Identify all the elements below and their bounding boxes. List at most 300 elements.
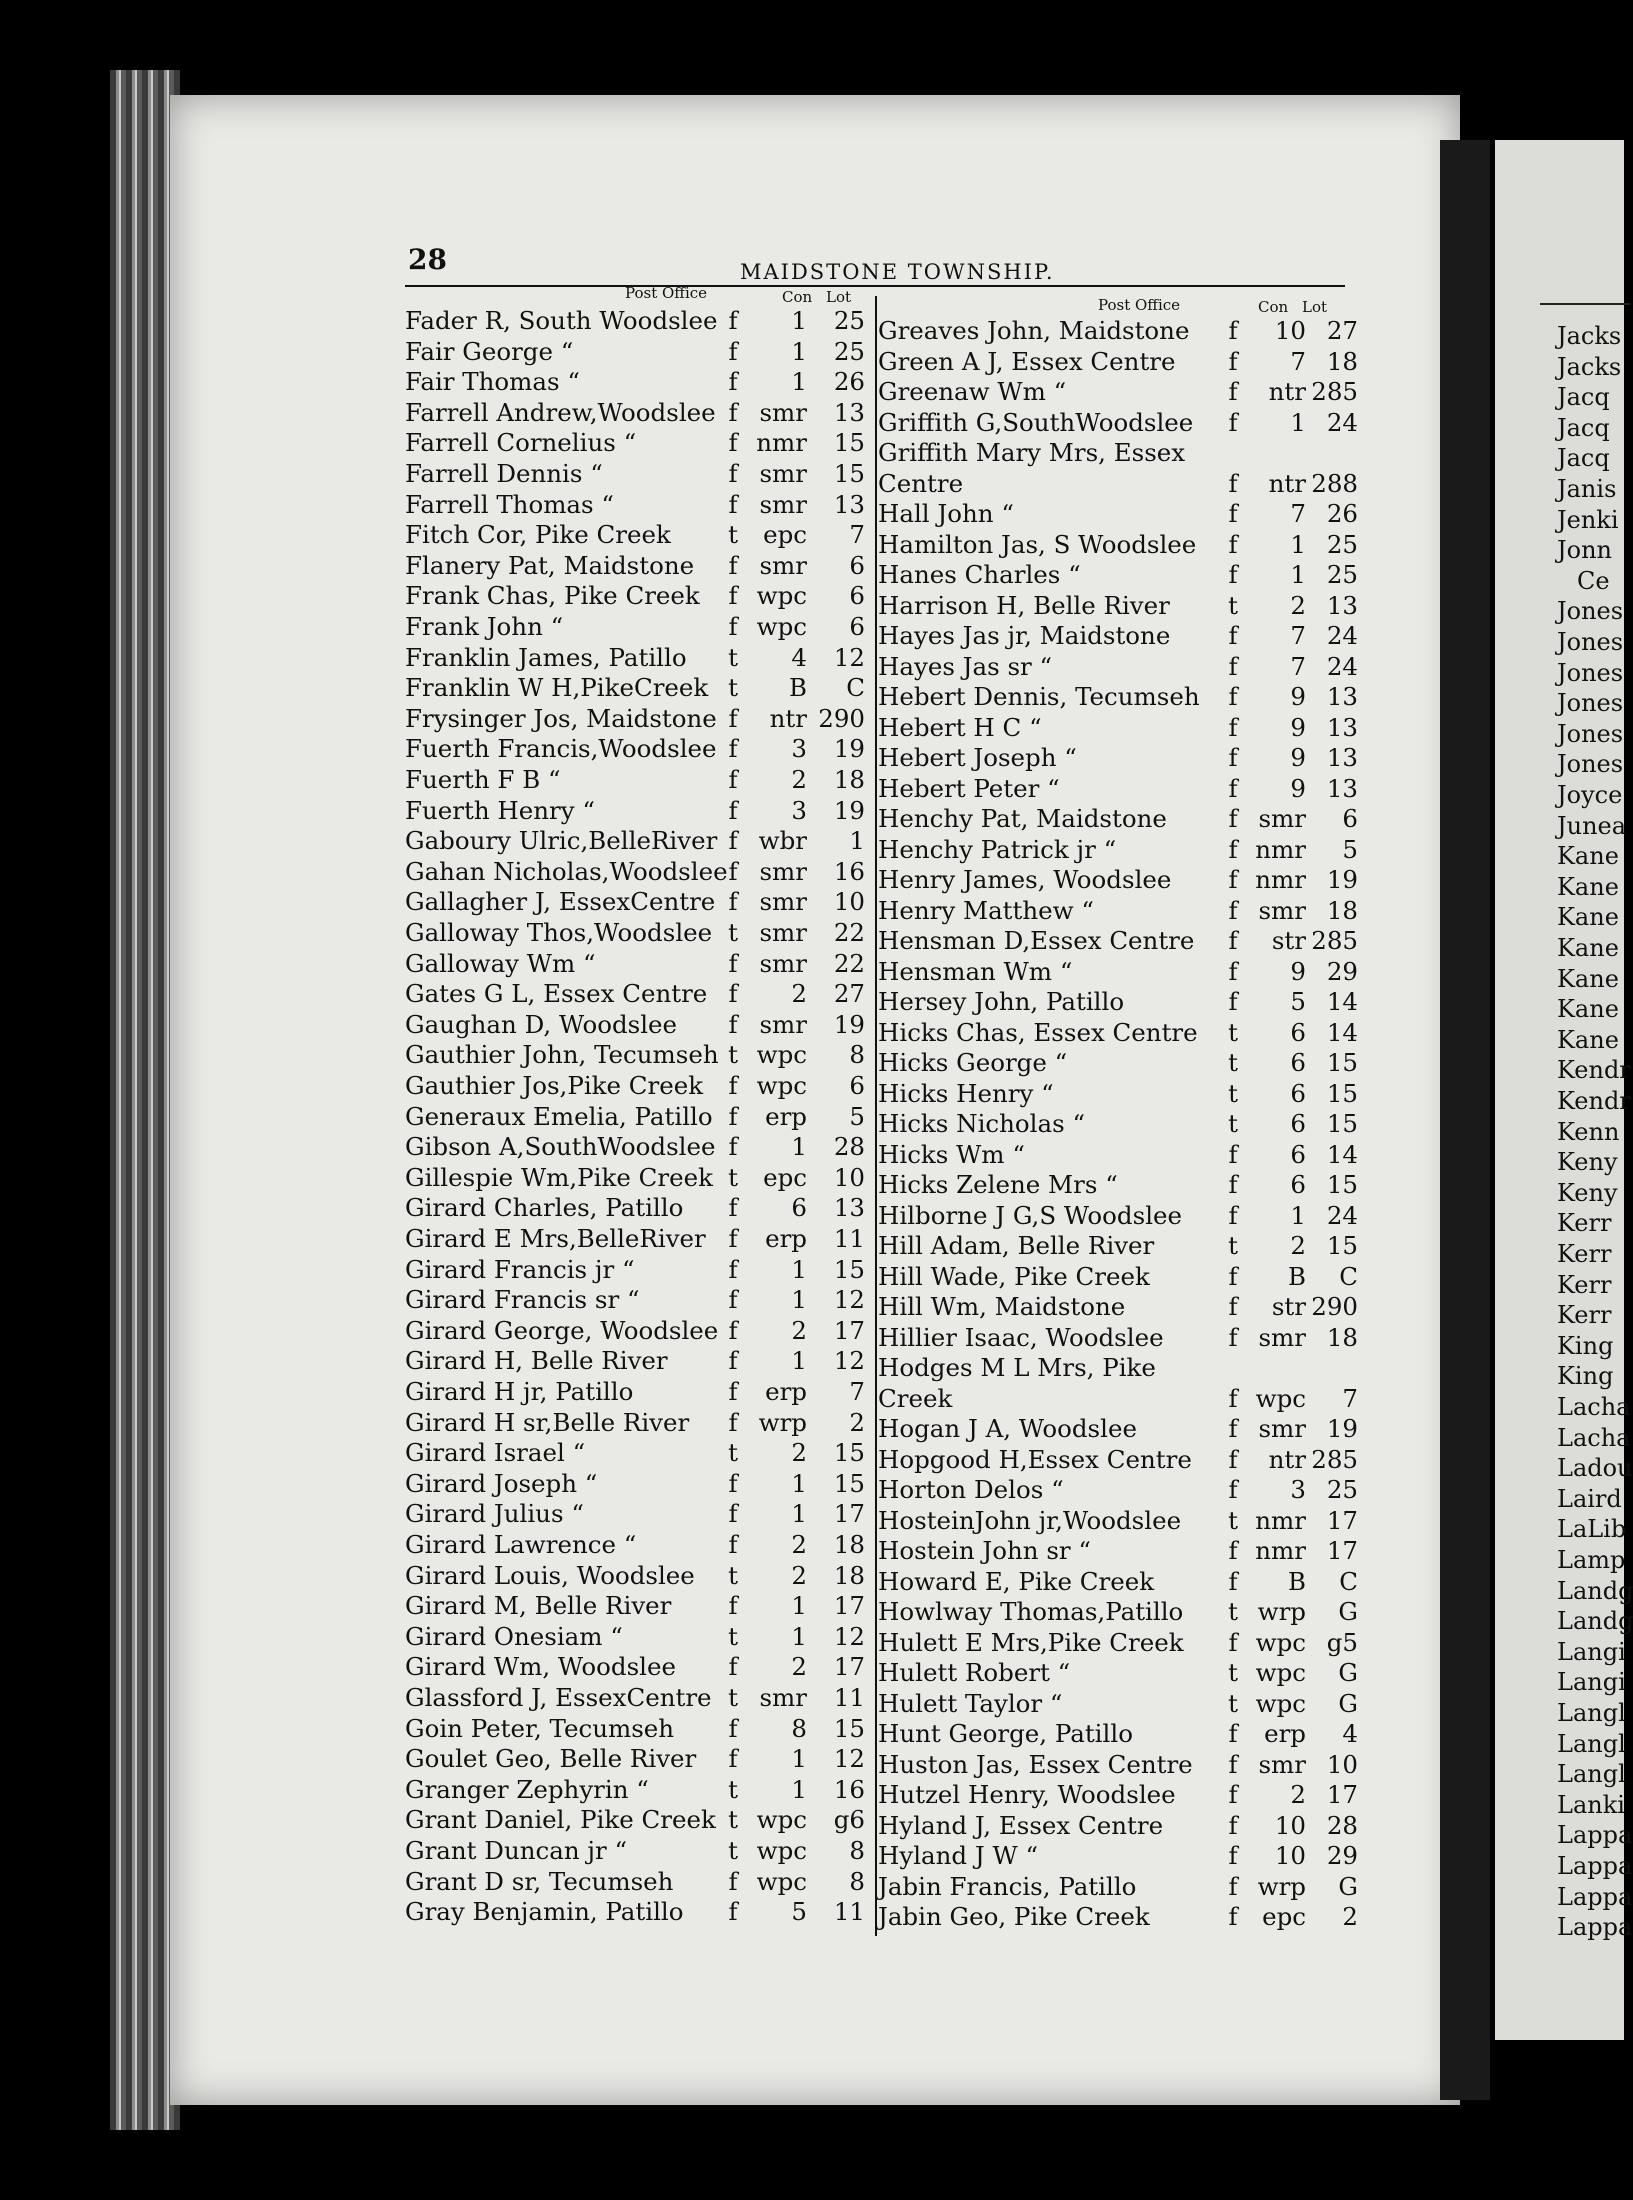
entry-post-type: f <box>1228 773 1238 803</box>
entry-name: Hensman Wm “ <box>878 956 1073 986</box>
entry-lot: C <box>1339 1566 1358 1596</box>
entry-post-type: t <box>728 520 738 550</box>
entry-post-type: t <box>728 1836 738 1865</box>
entry-lot: 285 <box>1311 926 1358 955</box>
entry-concession: epc <box>763 520 807 550</box>
entry-lot: 19 <box>1326 865 1358 894</box>
entry-lot: C <box>1339 1261 1358 1291</box>
entry-lot: 5 <box>1342 834 1358 864</box>
entry-name: Greaves John, Maidstone <box>878 316 1190 345</box>
facing-page-text: Ladou <box>1557 1454 1633 1483</box>
entry-post-type: f <box>1228 560 1238 589</box>
directory-entry <box>878 1658 1358 1688</box>
facing-page-text: Kane <box>1557 903 1619 932</box>
entry-name: Creek <box>878 1383 953 1413</box>
entry-post-type: f <box>1228 316 1238 345</box>
entry-lot: 11 <box>833 1897 865 1927</box>
entry-name: Howlway Thomas,Patillo <box>878 1597 1184 1626</box>
facing-page-text: Kendr <box>1557 1087 1631 1115</box>
entry-post-type: f <box>1228 407 1238 437</box>
entry-concession: nmr <box>1255 1505 1306 1535</box>
directory-entry <box>405 551 865 581</box>
directory-entry <box>405 1071 865 1101</box>
entry-lot: 19 <box>833 734 865 764</box>
entry-lot: 8 <box>849 1866 865 1896</box>
entry-lot: 18 <box>1326 1322 1358 1352</box>
entry-post-type: f <box>728 948 738 978</box>
entry-lot: 12 <box>833 1621 865 1651</box>
entry-post-type: f <box>728 1713 738 1743</box>
directory-entry <box>878 1780 1358 1810</box>
entry-name: Girard Onesiam “ <box>405 1621 623 1651</box>
directory-entry <box>878 957 1358 987</box>
entry-concession: ntr <box>769 703 807 733</box>
entry-concession: smr <box>759 948 807 978</box>
entry-name: Grant Daniel, Pike Creek <box>405 1805 716 1835</box>
facing-page-text: Langi <box>1557 1637 1626 1666</box>
directory-entry <box>405 1040 865 1070</box>
entry-concession: 7 <box>1290 499 1306 528</box>
entry-lot: 25 <box>1326 529 1358 559</box>
directory-entry <box>405 1010 865 1040</box>
entry-lot: 18 <box>1326 895 1358 925</box>
entry-concession: str <box>1271 926 1306 955</box>
directory-entry <box>878 1750 1358 1780</box>
entry-lot: 285 <box>1311 1444 1358 1474</box>
entry-post-type: f <box>728 734 738 764</box>
entry-lot: 25 <box>1326 1475 1358 1504</box>
entry-concession: nmr <box>756 428 807 458</box>
entry-name: Griffith Mary Mrs, Essex <box>878 438 1186 467</box>
entry-name: Flanery Pat, Maidstone <box>405 550 695 580</box>
entry-concession: wpc <box>756 1866 807 1896</box>
facing-page-text: LaLib <box>1557 1515 1627 1544</box>
directory-entry <box>878 774 1358 804</box>
directory-entry <box>878 926 1358 956</box>
facing-page-text: Langl <box>1557 1760 1626 1789</box>
entry-name: Hostein John sr “ <box>878 1536 1091 1565</box>
entry-concession: 2 <box>1290 590 1306 620</box>
entry-lot: 16 <box>833 1774 865 1804</box>
directory-entry <box>405 1805 865 1835</box>
entry-concession: epc <box>763 1162 807 1192</box>
directory-entry <box>405 1775 865 1805</box>
entry-lot: 8 <box>849 1040 865 1070</box>
entry-name: Jabin Geo, Pike Creek <box>878 1902 1150 1931</box>
directory-entry <box>405 1408 865 1438</box>
entry-name: Farrell Dennis “ <box>405 459 603 488</box>
directory-entry <box>405 398 865 428</box>
entry-concession: 10 <box>1274 1810 1306 1840</box>
entry-concession: 9 <box>1290 743 1306 772</box>
entry-concession: erp <box>765 1377 807 1406</box>
facing-page-text: Lappa <box>1557 1913 1633 1942</box>
facing-page-text: Keny <box>1557 1178 1618 1207</box>
entry-lot: 26 <box>1326 499 1358 528</box>
facing-page-text: Jacks <box>1557 352 1622 381</box>
entry-name: Frysinger Jos, Maidstone <box>405 703 717 733</box>
entry-lot: 15 <box>1326 1048 1358 1077</box>
entry-post-type: t <box>1228 1017 1238 1047</box>
facing-page-text: Lamp <box>1557 1546 1626 1574</box>
facing-page-rule <box>1540 303 1630 305</box>
entry-name: Galloway Thos,Woodslee <box>405 918 713 947</box>
directory-entry <box>878 377 1358 407</box>
facing-page-text: Kerr <box>1557 1270 1612 1299</box>
entry-concession: 8 <box>791 1713 807 1743</box>
entry-concession: 2 <box>791 1438 807 1468</box>
entry-post-type: f <box>728 1285 738 1315</box>
entry-concession: 6 <box>1290 1078 1306 1108</box>
directory-entry <box>878 1872 1358 1902</box>
facing-page-text: Kerr <box>1557 1301 1612 1330</box>
entry-post-type: f <box>728 1254 738 1284</box>
entry-post-type: f <box>728 1315 738 1345</box>
entry-post-type: t <box>728 1774 738 1804</box>
directory-entry <box>405 765 865 795</box>
entry-post-type: f <box>728 306 738 335</box>
entry-concession: smr <box>1258 1749 1306 1779</box>
entry-lot: 12 <box>833 642 865 672</box>
entry-post-type: f <box>728 703 738 733</box>
entry-lot: 17 <box>1326 1780 1358 1809</box>
directory-entry <box>405 1255 865 1285</box>
entry-post-type: f <box>1228 1902 1238 1931</box>
facing-page-text: Landg <box>1557 1607 1633 1636</box>
entry-lot: 13 <box>1326 712 1358 742</box>
directory-entry <box>878 1018 1358 1048</box>
entry-post-type: f <box>1228 377 1238 406</box>
entry-name: Gates G L, Essex Centre <box>405 979 708 1009</box>
entry-lot: 14 <box>1326 987 1358 1016</box>
facing-page-text: Jones <box>1557 689 1624 718</box>
directory-entry <box>405 1714 865 1744</box>
entry-name: Fader R, South Woodslee <box>405 306 718 335</box>
entry-post-type: f <box>1228 1719 1238 1748</box>
entry-name: Gibson A,SouthWoodslee <box>405 1132 716 1162</box>
directory-entry <box>405 1346 865 1376</box>
entry-post-type: f <box>728 856 738 886</box>
entry-post-type: f <box>728 1132 738 1162</box>
entry-lot: 24 <box>1326 407 1358 437</box>
directory-entry <box>405 1224 865 1254</box>
entry-post-type: f <box>1228 1871 1238 1901</box>
entry-name: Girard H jr, Patillo <box>405 1377 634 1406</box>
entry-concession: 2 <box>1290 1231 1306 1260</box>
entry-post-type: t <box>1228 1505 1238 1535</box>
entry-post-type: f <box>1228 682 1238 711</box>
entry-lot: g5 <box>1326 1627 1358 1657</box>
entry-concession: B <box>1287 1566 1306 1596</box>
entry-concession: smr <box>1258 1322 1306 1352</box>
directory-entry <box>878 621 1358 651</box>
entry-concession: 1 <box>1290 1200 1306 1230</box>
entry-lot: 17 <box>1326 1536 1358 1565</box>
entry-name: Hill Adam, Belle River <box>878 1231 1155 1260</box>
entry-post-type: f <box>728 1468 738 1498</box>
entry-concession: 1 <box>791 367 807 397</box>
entry-concession: 1 <box>791 1744 807 1774</box>
entry-name: HosteinJohn jr,Woodslee <box>878 1505 1182 1535</box>
entry-post-type: f <box>1228 1414 1238 1443</box>
entry-concession: wbr <box>758 826 807 856</box>
entry-post-type: f <box>728 1591 738 1621</box>
facing-page-text: Jacq <box>1557 413 1610 442</box>
entry-name: Grant Duncan jr “ <box>405 1836 628 1865</box>
entry-name: Frank Chas, Pike Creek <box>405 581 700 611</box>
directory-entry <box>878 682 1358 712</box>
entry-post-type: t <box>728 1438 738 1468</box>
entry-concession: 2 <box>791 765 807 794</box>
entry-post-type: f <box>728 336 738 366</box>
facing-page-text: Kane <box>1557 995 1619 1024</box>
entry-concession: 2 <box>791 1315 807 1345</box>
entry-lot: 17 <box>833 1591 865 1621</box>
entry-lot: 7 <box>849 1377 865 1406</box>
entry-post-type: f <box>728 428 738 458</box>
facing-page-text: Keny <box>1557 1148 1618 1177</box>
directory-entry <box>405 1193 865 1223</box>
entry-lot: 28 <box>1326 1810 1358 1840</box>
entry-concession: 3 <box>791 795 807 825</box>
entry-name: Hill Wm, Maidstone <box>878 1292 1126 1321</box>
entry-name: Farrell Andrew,Woodslee <box>405 397 716 427</box>
entry-name: Hilborne J G,S Woodslee <box>878 1200 1183 1230</box>
entry-post-type: f <box>728 489 738 519</box>
entry-lot: 17 <box>833 1315 865 1345</box>
entry-concession: 1 <box>791 1254 807 1284</box>
entry-name: Hulett Robert “ <box>878 1658 1071 1687</box>
entry-lot: 19 <box>833 795 865 825</box>
directory-entry <box>878 1475 1358 1505</box>
entry-concession: smr <box>759 459 807 488</box>
entry-concession: 7 <box>1290 651 1306 681</box>
entry-post-type: f <box>1228 1444 1238 1474</box>
entry-concession: 7 <box>1290 346 1306 376</box>
entry-concession: 6 <box>1290 1109 1306 1138</box>
entry-concession: B <box>788 673 807 703</box>
entry-post-type: f <box>728 1101 738 1131</box>
entry-concession: 7 <box>1290 621 1306 650</box>
entry-post-type: t <box>728 1621 738 1651</box>
entry-concession: 2 <box>791 1530 807 1559</box>
directory-entry <box>405 428 865 458</box>
directory-entry <box>405 643 865 673</box>
left-col-lot-head: Lot <box>826 288 852 306</box>
entry-lot: 18 <box>833 1530 865 1559</box>
entry-name: Frank John “ <box>405 612 564 641</box>
entry-lot: 15 <box>1326 1078 1358 1108</box>
entry-name: Hensman D,Essex Centre <box>878 926 1195 955</box>
directory-entry <box>878 652 1358 682</box>
facing-page-text: Lanki <box>1557 1790 1625 1819</box>
entry-concession: nmr <box>1255 865 1306 894</box>
entry-name: Hutzel Henry, Woodslee <box>878 1780 1176 1809</box>
directory-entry <box>405 1561 865 1591</box>
directory-entry <box>878 1292 1358 1322</box>
directory-entry <box>878 316 1358 346</box>
directory-entry <box>405 1744 865 1774</box>
entry-lot: 17 <box>1326 1505 1358 1535</box>
entry-name: Hebert Peter “ <box>878 773 1060 803</box>
entry-name: Hall John “ <box>878 499 1014 528</box>
entry-lot: 29 <box>1326 956 1358 986</box>
entry-concession: 1 <box>1290 529 1306 559</box>
entry-name: Fuerth Francis,Woodslee <box>405 734 717 764</box>
entry-lot: 15 <box>833 428 865 458</box>
entry-name: Hill Wade, Pike Creek <box>878 1261 1150 1291</box>
entry-name: Hicks Zelene Mrs “ <box>878 1170 1118 1199</box>
header-rule <box>405 285 1345 287</box>
entry-concession: smr <box>759 489 807 519</box>
entry-name: Hogan J A, Woodslee <box>878 1414 1137 1443</box>
directory-entry <box>405 1285 865 1315</box>
directory-entry <box>405 1867 865 1897</box>
entry-post-type: t <box>1228 1597 1238 1626</box>
directory-entry <box>878 835 1358 865</box>
directory-entry <box>405 1897 865 1927</box>
entry-post-type: f <box>1228 895 1238 925</box>
entry-name: Hebert Dennis, Tecumseh <box>878 682 1200 711</box>
entry-lot: 12 <box>833 1744 865 1774</box>
entry-post-type: t <box>728 1683 738 1712</box>
entry-post-type: f <box>728 581 738 611</box>
left-col-con-head: Con <box>782 288 813 306</box>
entry-concession: smr <box>759 887 807 917</box>
entry-post-type: f <box>728 1652 738 1682</box>
entry-post-type: f <box>728 1009 738 1039</box>
entry-lot: 6 <box>1342 804 1358 833</box>
directory-entry <box>878 1902 1358 1932</box>
entry-concession: str <box>1271 1292 1306 1321</box>
directory-entry <box>405 979 865 1009</box>
entry-name: Girard Lawrence “ <box>405 1530 637 1559</box>
directory-entry <box>405 1438 865 1468</box>
directory-entry <box>405 581 865 611</box>
directory-entry <box>878 1048 1358 1078</box>
entry-name: Gray Benjamin, Patillo <box>405 1897 684 1927</box>
entry-concession: erp <box>1264 1719 1306 1748</box>
entry-concession: smr <box>759 1009 807 1039</box>
entry-post-type: f <box>1228 926 1238 955</box>
entry-post-type: f <box>1228 1749 1238 1779</box>
entry-lot: 8 <box>849 1836 865 1865</box>
directory-entry <box>878 1353 1358 1383</box>
entry-post-type: f <box>1228 1475 1238 1504</box>
facing-page-text: Ce <box>1577 566 1610 595</box>
directory-entry <box>405 1591 865 1621</box>
entry-concession: 6 <box>791 1193 807 1223</box>
entry-name: Franklin W H,PikeCreek <box>405 673 709 703</box>
entry-post-type: f <box>728 1530 738 1559</box>
entry-lot: 4 <box>1342 1719 1358 1748</box>
entry-post-type: f <box>728 765 738 794</box>
directory-entry <box>878 1140 1358 1170</box>
entry-name: Hayes Jas sr “ <box>878 651 1053 681</box>
entry-concession: erp <box>765 1101 807 1131</box>
facing-page-text: Langi <box>1557 1668 1626 1697</box>
entry-post-type: f <box>728 1071 738 1100</box>
entry-concession: wpc <box>756 1805 807 1835</box>
entry-name: Farrell Thomas “ <box>405 489 614 519</box>
directory-entry <box>405 459 865 489</box>
entry-lot: 11 <box>833 1224 865 1253</box>
entry-concession: smr <box>759 856 807 886</box>
entry-lot: 15 <box>833 1713 865 1743</box>
entry-name: Horton Delos “ <box>878 1475 1064 1504</box>
entry-post-type: f <box>1228 529 1238 559</box>
directory-entry <box>878 1811 1358 1841</box>
entry-concession: 5 <box>791 1897 807 1927</box>
entry-concession: 1 <box>791 1499 807 1529</box>
entry-concession: smr <box>759 1683 807 1712</box>
entry-concession: 4 <box>791 642 807 672</box>
entry-concession: ntr <box>1268 468 1306 498</box>
entry-concession: 10 <box>1274 316 1306 345</box>
directory-entry <box>878 987 1358 1017</box>
entry-post-type: t <box>1228 590 1238 620</box>
entry-lot: 12 <box>833 1285 865 1315</box>
entry-name: Girard Israel “ <box>405 1438 586 1468</box>
facing-page-text: Jones <box>1557 597 1624 626</box>
column-divider <box>875 296 877 1936</box>
entry-post-type: t <box>1228 1109 1238 1138</box>
facing-page-text: Lappa <box>1557 1821 1633 1850</box>
entry-name: Girard M, Belle River <box>405 1591 672 1621</box>
entry-post-type: f <box>1228 1170 1238 1199</box>
entry-lot: 6 <box>849 550 865 580</box>
entry-name: Hayes Jas jr, Maidstone <box>878 621 1171 650</box>
entry-post-type: f <box>728 1224 738 1253</box>
entry-concession: 1 <box>1290 560 1306 589</box>
entry-name: Hopgood H,Essex Centre <box>878 1444 1192 1474</box>
directory-entry <box>878 1719 1358 1749</box>
entry-concession: 10 <box>1274 1841 1306 1870</box>
entry-name: Hanes Charles “ <box>878 560 1081 589</box>
entry-lot: 15 <box>833 1254 865 1284</box>
entry-post-type: f <box>728 795 738 825</box>
directory-entry <box>405 1469 865 1499</box>
entry-lot: 24 <box>1326 1200 1358 1230</box>
entry-post-type: t <box>728 642 738 672</box>
directory-entry <box>878 530 1358 560</box>
entry-post-type: f <box>1228 621 1238 650</box>
directory-entry <box>878 1384 1358 1414</box>
entry-name: Hunt George, Patillo <box>878 1719 1133 1748</box>
entry-post-type: f <box>1228 834 1238 864</box>
page-number: 28 <box>408 243 447 276</box>
entry-name: Girard E Mrs,BelleRiver <box>405 1224 706 1253</box>
entry-lot: 2 <box>1342 1902 1358 1931</box>
facing-page-text: Laird <box>1557 1484 1622 1513</box>
directory-entry <box>878 469 1358 499</box>
entry-name: Gauthier John, Tecumseh <box>405 1040 719 1070</box>
entry-concession: smr <box>1258 895 1306 925</box>
entry-post-type: t <box>728 1560 738 1590</box>
entry-lot: 18 <box>833 765 865 794</box>
entry-lot: G <box>1338 1658 1358 1687</box>
entry-lot: 26 <box>833 367 865 397</box>
entry-concession: 6 <box>1290 1170 1306 1199</box>
entry-name: Girard Joseph “ <box>405 1468 598 1498</box>
entry-name: Hersey John, Patillo <box>878 987 1125 1016</box>
right-col-lot-head: Lot <box>1302 298 1328 316</box>
entry-concession: erp <box>765 1224 807 1253</box>
entry-post-type: f <box>1228 1292 1238 1321</box>
entry-name: Girard H, Belle River <box>405 1346 668 1376</box>
directory-entry <box>405 1530 865 1560</box>
entry-name: Franklin James, Patillo <box>405 642 687 672</box>
